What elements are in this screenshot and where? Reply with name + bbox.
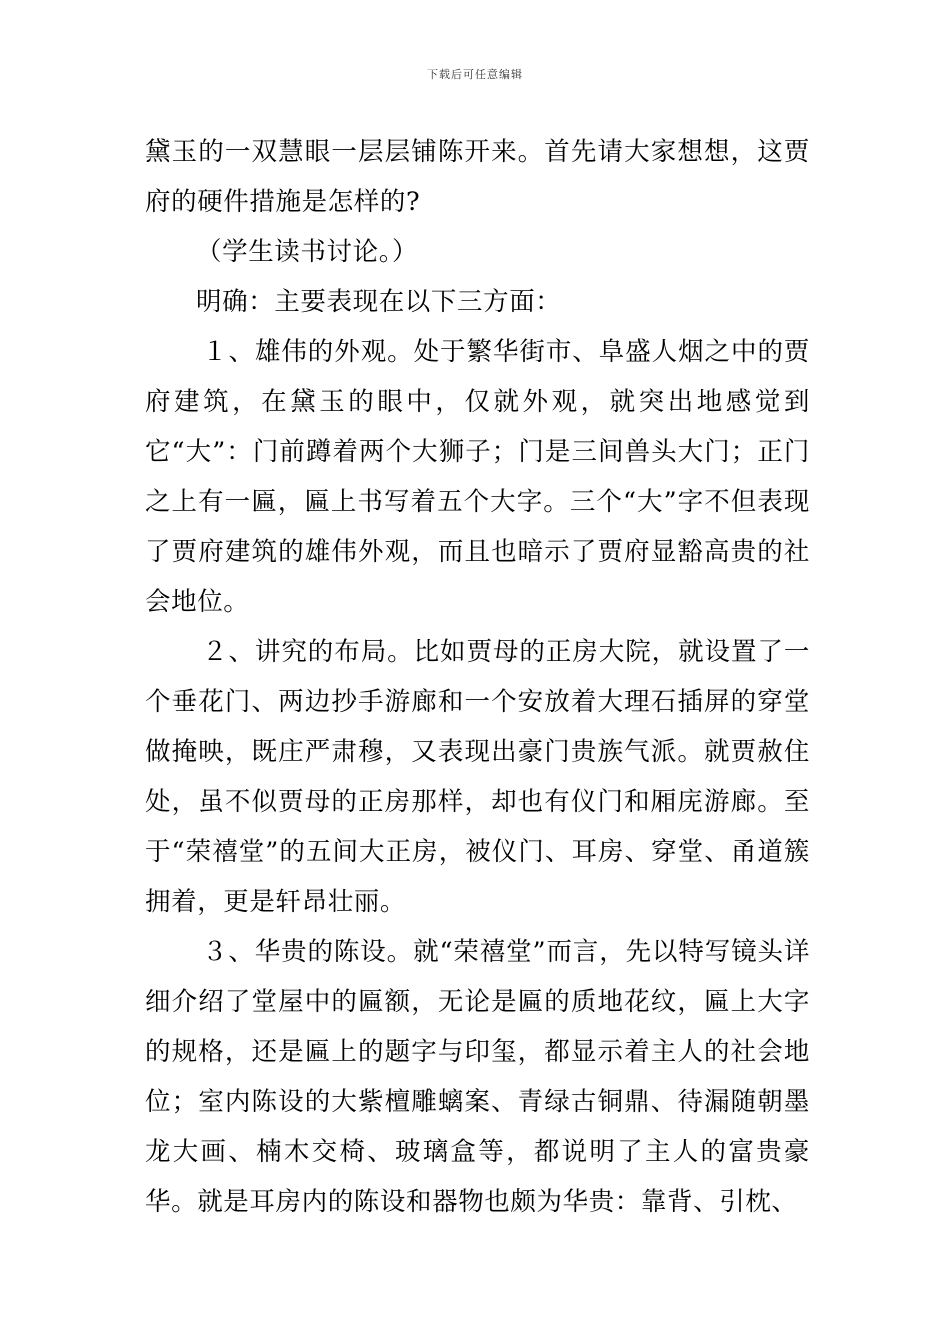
paragraph-student-discussion: （学生读书讨论。） <box>196 237 419 267</box>
document-body <box>145 127 810 1227</box>
paragraph-clarification: 明确：主要表现在以下三方面： <box>196 287 562 317</box>
paragraph-continuation: 黛玉的一双慧眼一层层铺陈开来。首先请大家想想，这贾府的硬件措施是怎样的? <box>145 137 810 217</box>
paragraph-point-1: １、雄伟的外观。处于繁华街市、阜盛人烟之中的贾府建筑，在黛玉的眼中，仅就外观，就突出地感觉到它“大”：门前蹲着两个大狮子；门是三间兽头大门；正门之上有一匾，匾上书写着五个大字。三个“大”字不但表现了贾府建筑的雄伟外观，而且也暗示了贾府显豁高贵的社会地位。 <box>145 337 810 617</box>
page-header: 下载后可任意编辑 <box>427 68 523 81</box>
paragraph-point-3: ３、华贵的陈设。就“荣禧堂”而言，先以特写镜头详细介绍了堂屋中的匾额，无论是匾的质地花纹，匾上大字的规格，还是匾上的题字与印玺，都显示着主人的社会地位；室内陈设的大紫檀雕螭案、青绿古铜鼎、待漏随朝墨龙大画、楠木交椅、玻璃盒等，都说明了主人的富贵豪华。就是耳房内的陈设和器物也颇为华贵：靠背、引枕、 <box>145 937 810 1217</box>
paragraph-point-2: ２、讲究的布局。比如贾母的正房大院，就设置了一个垂花门、两边抄手游廊和一个安放着大理石插屏的穿堂做掩映，既庄严肃穆，又表现出豪门贵族气派。就贾赦住处，虽不似贾母的正房那样，却也有仪门和厢庑游廊。至于“荣禧堂”的五间大正房，被仪门、耳房、穿堂、甬道簇拥着，更是轩昂壮丽。 <box>145 637 810 917</box>
